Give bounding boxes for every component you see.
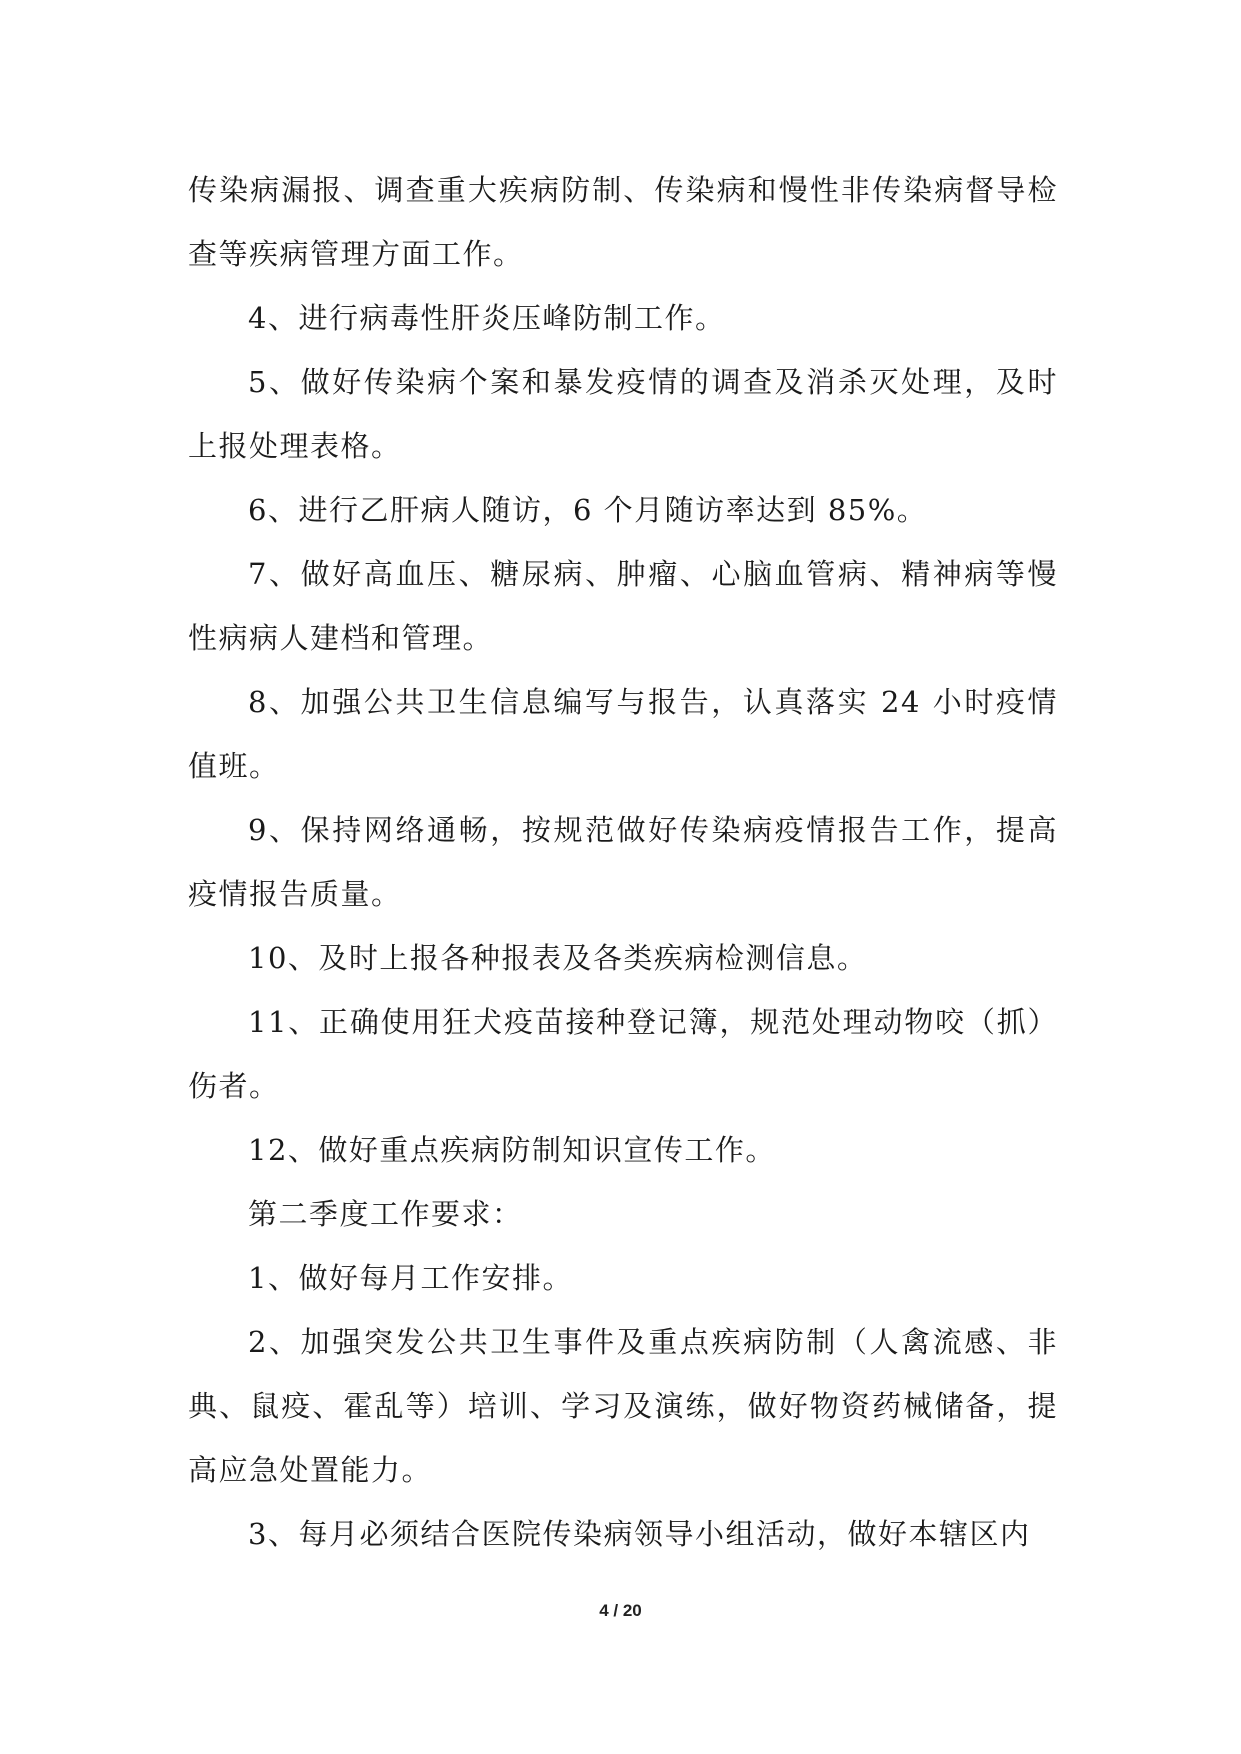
paragraph: 9、保持网络通畅，按规范做好传染病疫情报告工作，提高疫情报告质量。 (188, 813, 1058, 911)
paragraph: 11、正确使用狂犬疫苗接种登记簿，规范处理动物咬（抓）伤者。 (188, 1005, 1058, 1103)
page-number: 4 / 20 (599, 1601, 642, 1620)
paragraph: 4、进行病毒性肝炎压峰防制工作。 (248, 301, 726, 335)
paragraph: 5、做好传染病个案和暴发疫情的调查及消杀灭处理，及时上报处理表格。 (188, 365, 1058, 463)
section-heading: 第二季度工作要求： (248, 1197, 523, 1231)
paragraph: 8、加强公共卫生信息编写与报告，认真落实 24 小时疫情值班。 (188, 685, 1058, 783)
paragraph: 1、做好每月工作安排。 (248, 1261, 573, 1295)
paragraph: 6、进行乙肝病人随访，6 个月随访率达到 85%。 (248, 493, 928, 527)
paragraph: 传染病漏报、调查重大疾病防制、传染病和慢性非传染病督导检查等疾病管理方面工作。 (188, 173, 1058, 271)
paragraph: 2、加强突发公共卫生事件及重点疾病防制（人禽流感、非典、鼠疫、霍乱等）培训、学习及演练，做好物资药械储备，提高应急处置能力。 (188, 1325, 1058, 1487)
paragraph: 12、做好重点疾病防制知识宣传工作。 (248, 1133, 776, 1167)
document-body (188, 158, 1058, 1566)
paragraph: 7、做好高血压、糖尿病、肿瘤、心脑血管病、精神病等慢性病病人建档和管理。 (188, 557, 1058, 655)
paragraph: 3、每月必须结合医院传染病领导小组活动，做好本辖区内 (248, 1517, 1031, 1551)
paragraph: 10、及时上报各种报表及各类疾病检测信息。 (248, 941, 868, 975)
